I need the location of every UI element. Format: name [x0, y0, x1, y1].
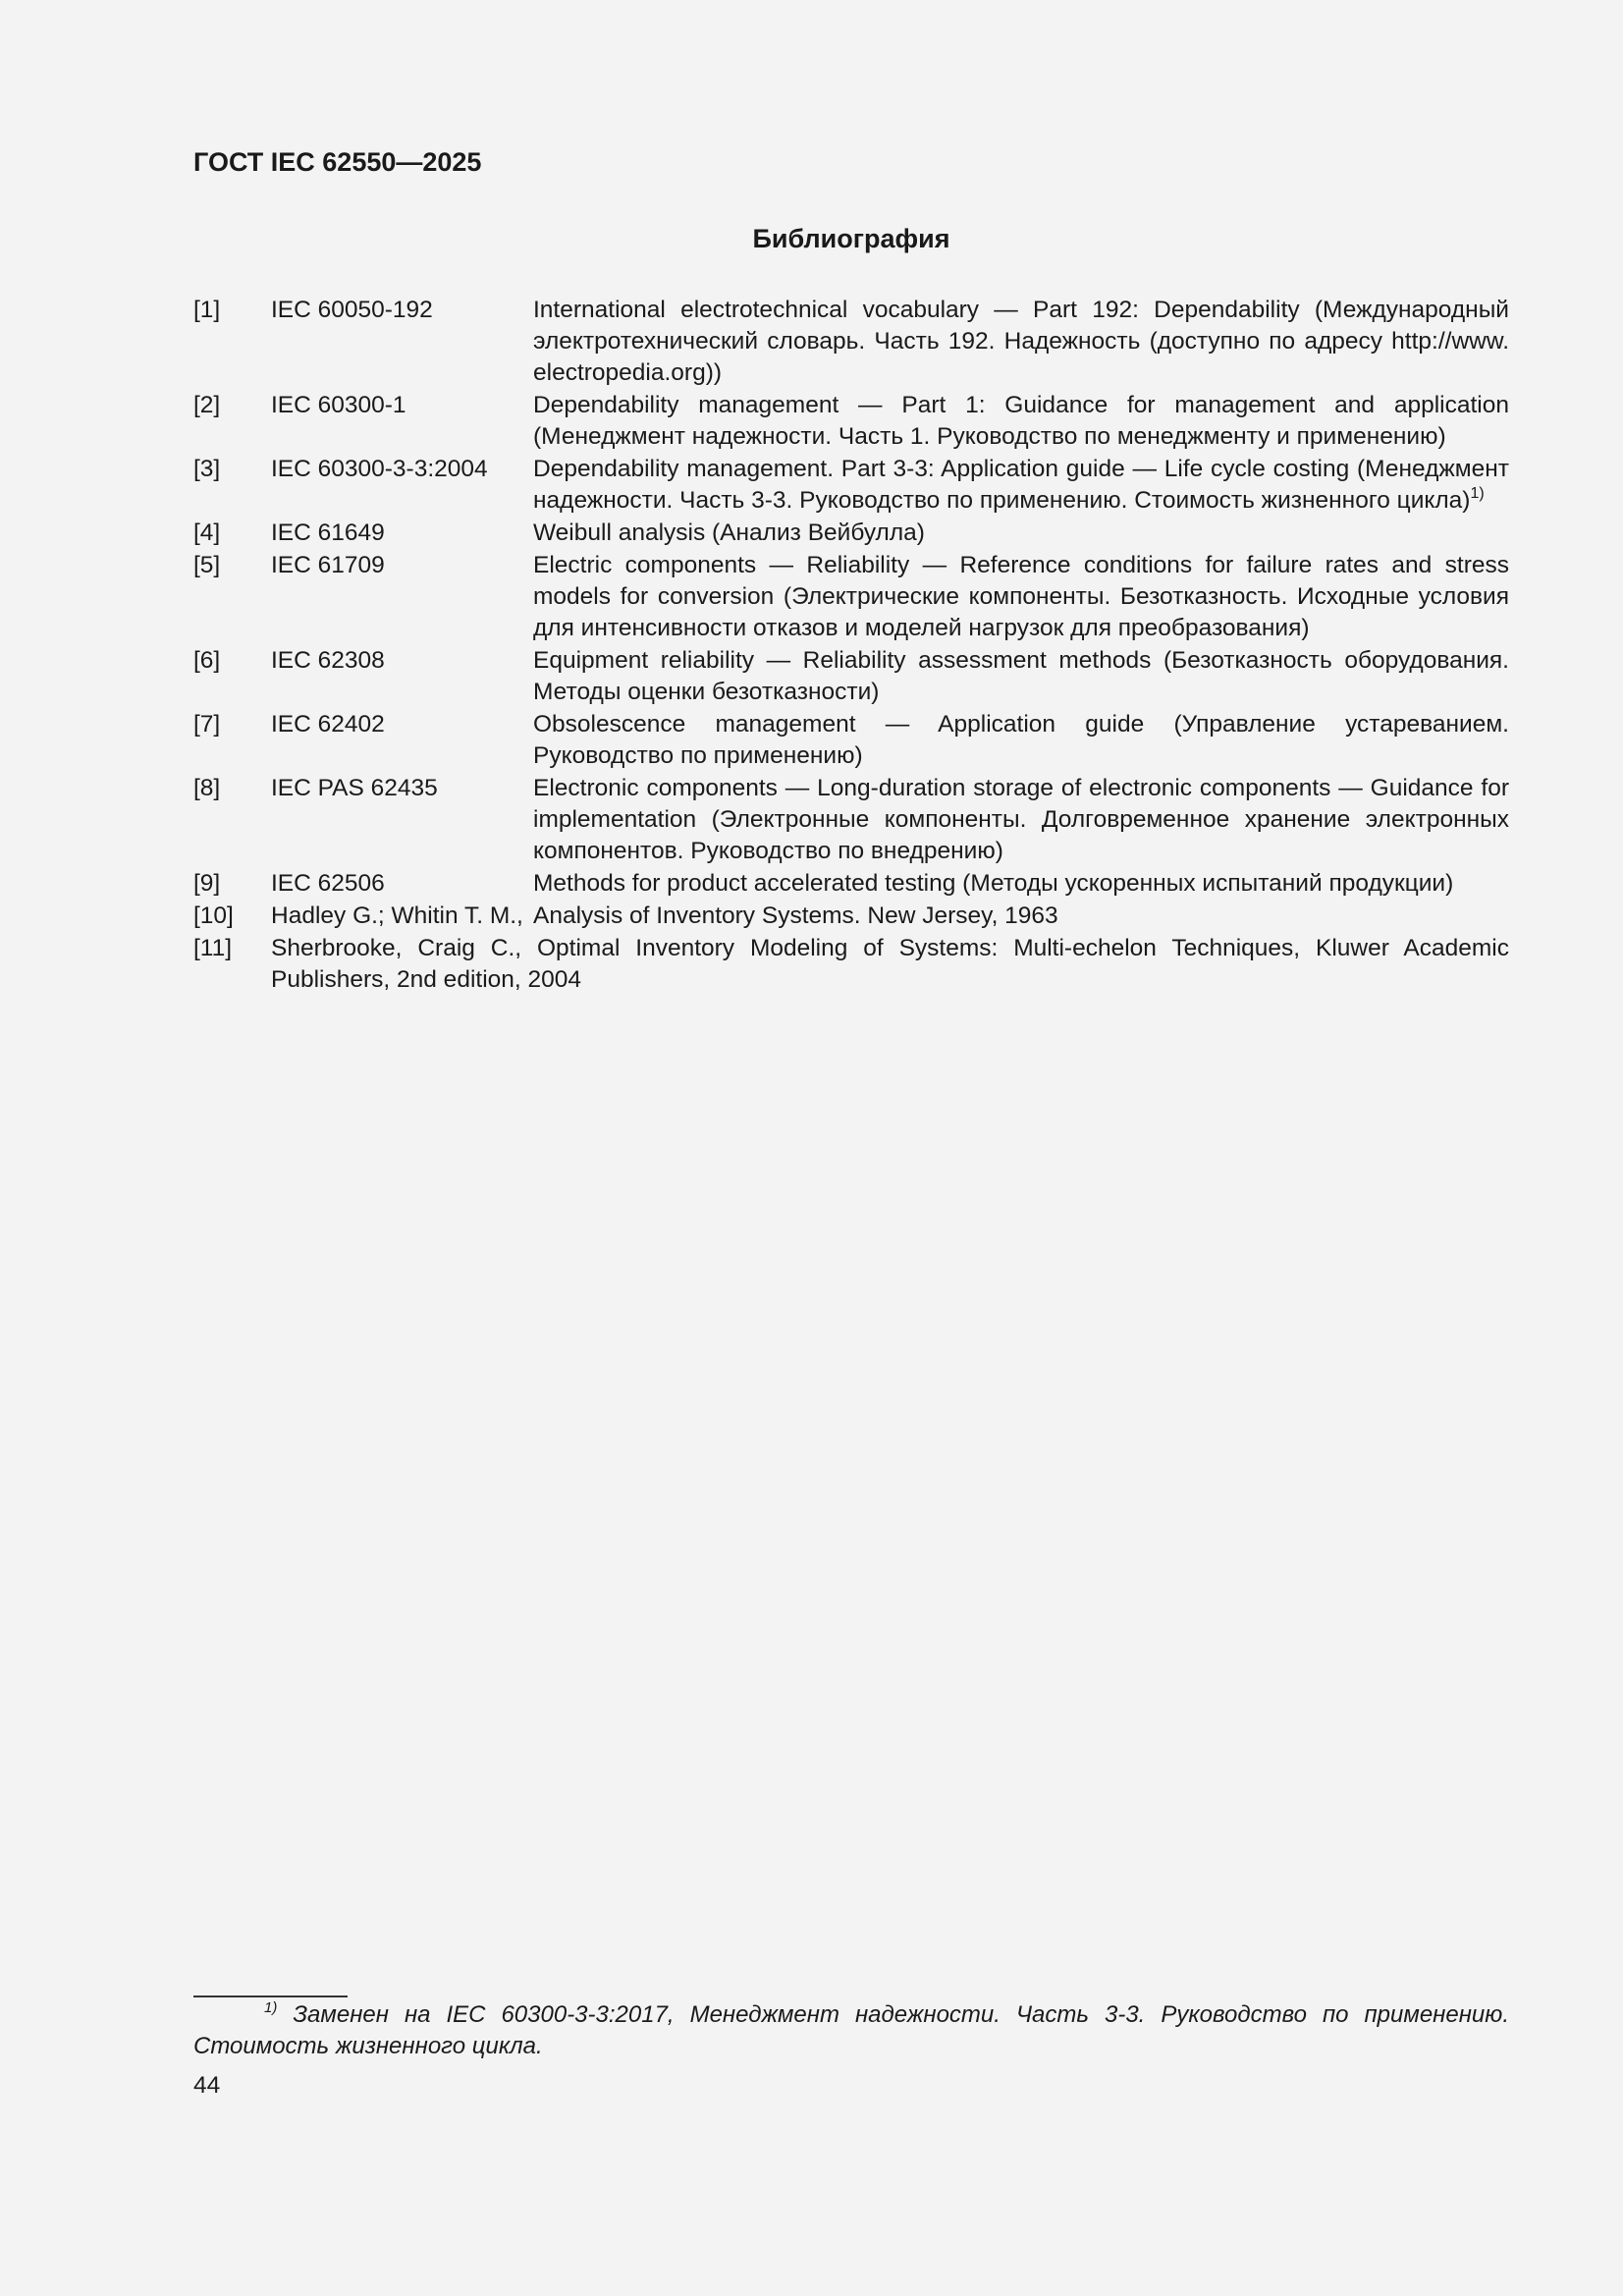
bibliography-item: [193, 773, 1509, 867]
reference-text: International electrotechnical vocabulary — Part 192: Dependability (Международный электротехнический словарь. Часть 192. Надежность (доступно по адресу http://www. electropedia.org)): [533, 297, 1509, 386]
bibliography-item: [193, 901, 1509, 932]
bibliography-list: [193, 295, 1509, 997]
footnote-reference-mark: 1): [1470, 485, 1485, 502]
footnote-divider: [193, 1995, 348, 1997]
standard-code: IEC 62402: [271, 711, 385, 738]
standard-code: IEC 60300-3-3:2004: [271, 456, 488, 482]
reference-number: [2]: [193, 392, 221, 418]
reference-number: [1]: [193, 297, 221, 323]
bibliography-item: [193, 454, 1509, 517]
document-header: ГОСТ IEC 62550—2025: [193, 147, 482, 177]
reference-number: [5]: [193, 552, 221, 578]
bibliography-item: [193, 709, 1509, 772]
footnote-mark: 1): [264, 1999, 278, 2016]
bibliography-item: [193, 295, 1509, 389]
reference-number: [11]: [193, 935, 233, 961]
reference-text: Dependability management — Part 1: Guidance for management and application (Менеджмент надежности. Часть 1. Руководство по менеджменту и применению): [533, 392, 1509, 450]
reference-text: Dependability management. Part 3-3: Application guide — Life cycle costing (Менеджмент надежности. Часть 3-3. Руководство по применению. Стоимость жизненного цикла): [533, 456, 1509, 514]
reference-number: [6]: [193, 647, 221, 674]
reference-text: Weibull analysis (Анализ Вейбулла): [533, 519, 925, 546]
bibliography-item: [193, 645, 1509, 708]
footnote: [193, 1999, 1509, 2062]
reference-number: [7]: [193, 711, 221, 738]
standard-code: IEC 60300-1: [271, 392, 406, 418]
reference-text: Obsolescence management — Application guide (Управление устареванием. Руководство по применению): [533, 711, 1509, 769]
reference-authors: Hadley G.; Whitin T. M.,: [271, 902, 523, 929]
reference-number: [3]: [193, 456, 221, 482]
standard-code: IEC 61649: [271, 519, 385, 546]
standard-code: IEC 62308: [271, 647, 385, 674]
bibliography-item: [193, 868, 1509, 900]
bibliography-item: [193, 933, 1509, 996]
reference-number: [4]: [193, 519, 221, 546]
standard-code: IEC 61709: [271, 552, 385, 578]
standard-code: IEC 60050-192: [271, 297, 433, 323]
reference-text: Equipment reliability — Reliability assessment methods (Безотказность оборудования. Методы оценки безотказности): [533, 647, 1509, 705]
standard-code: IEC 62506: [271, 870, 385, 897]
section-title: Библиография: [752, 224, 950, 253]
footnote-text: Заменен на IEC 60300-3-3:2017, Менеджмент надежности. Часть 3-3. Руководство по применению. Стоимость жизненного цикла.: [193, 2001, 1509, 2059]
reference-text: Methods for product accelerated testing (Методы ускоренных испытаний продукции): [533, 870, 1454, 897]
bibliography-item: [193, 550, 1509, 644]
bibliography-item: [193, 518, 1509, 549]
reference-text-wrapper: [533, 454, 1509, 517]
reference-number: [10]: [193, 902, 234, 929]
bibliography-item: [193, 390, 1509, 453]
reference-number: [9]: [193, 870, 221, 897]
reference-text: Analysis of Inventory Systems. New Jersey, 1963: [533, 902, 1058, 929]
reference-text: Sherbrooke, Craig C., Optimal Inventory Modeling of Systems: Multi-echelon Techniques, Kluwer Academic Publishers, 2nd edition, 2004: [271, 935, 1509, 993]
standard-code: IEC PAS 62435: [271, 775, 438, 801]
reference-text: Electronic components — Long-duration storage of electronic components — Guidance for implementation (Электронные компоненты. Долговременное хранение электронных компонентов. Руководство по внедрению): [533, 775, 1509, 864]
reference-text: Electric components — Reliability — Reference conditions for failure rates and stress models for conversion (Электрические компоненты. Безотказность. Исходные условия для интенсивности отказов и моделей нагрузок для преобразования): [533, 552, 1509, 641]
page-number: 44: [193, 2072, 221, 2099]
reference-number: [8]: [193, 775, 221, 801]
